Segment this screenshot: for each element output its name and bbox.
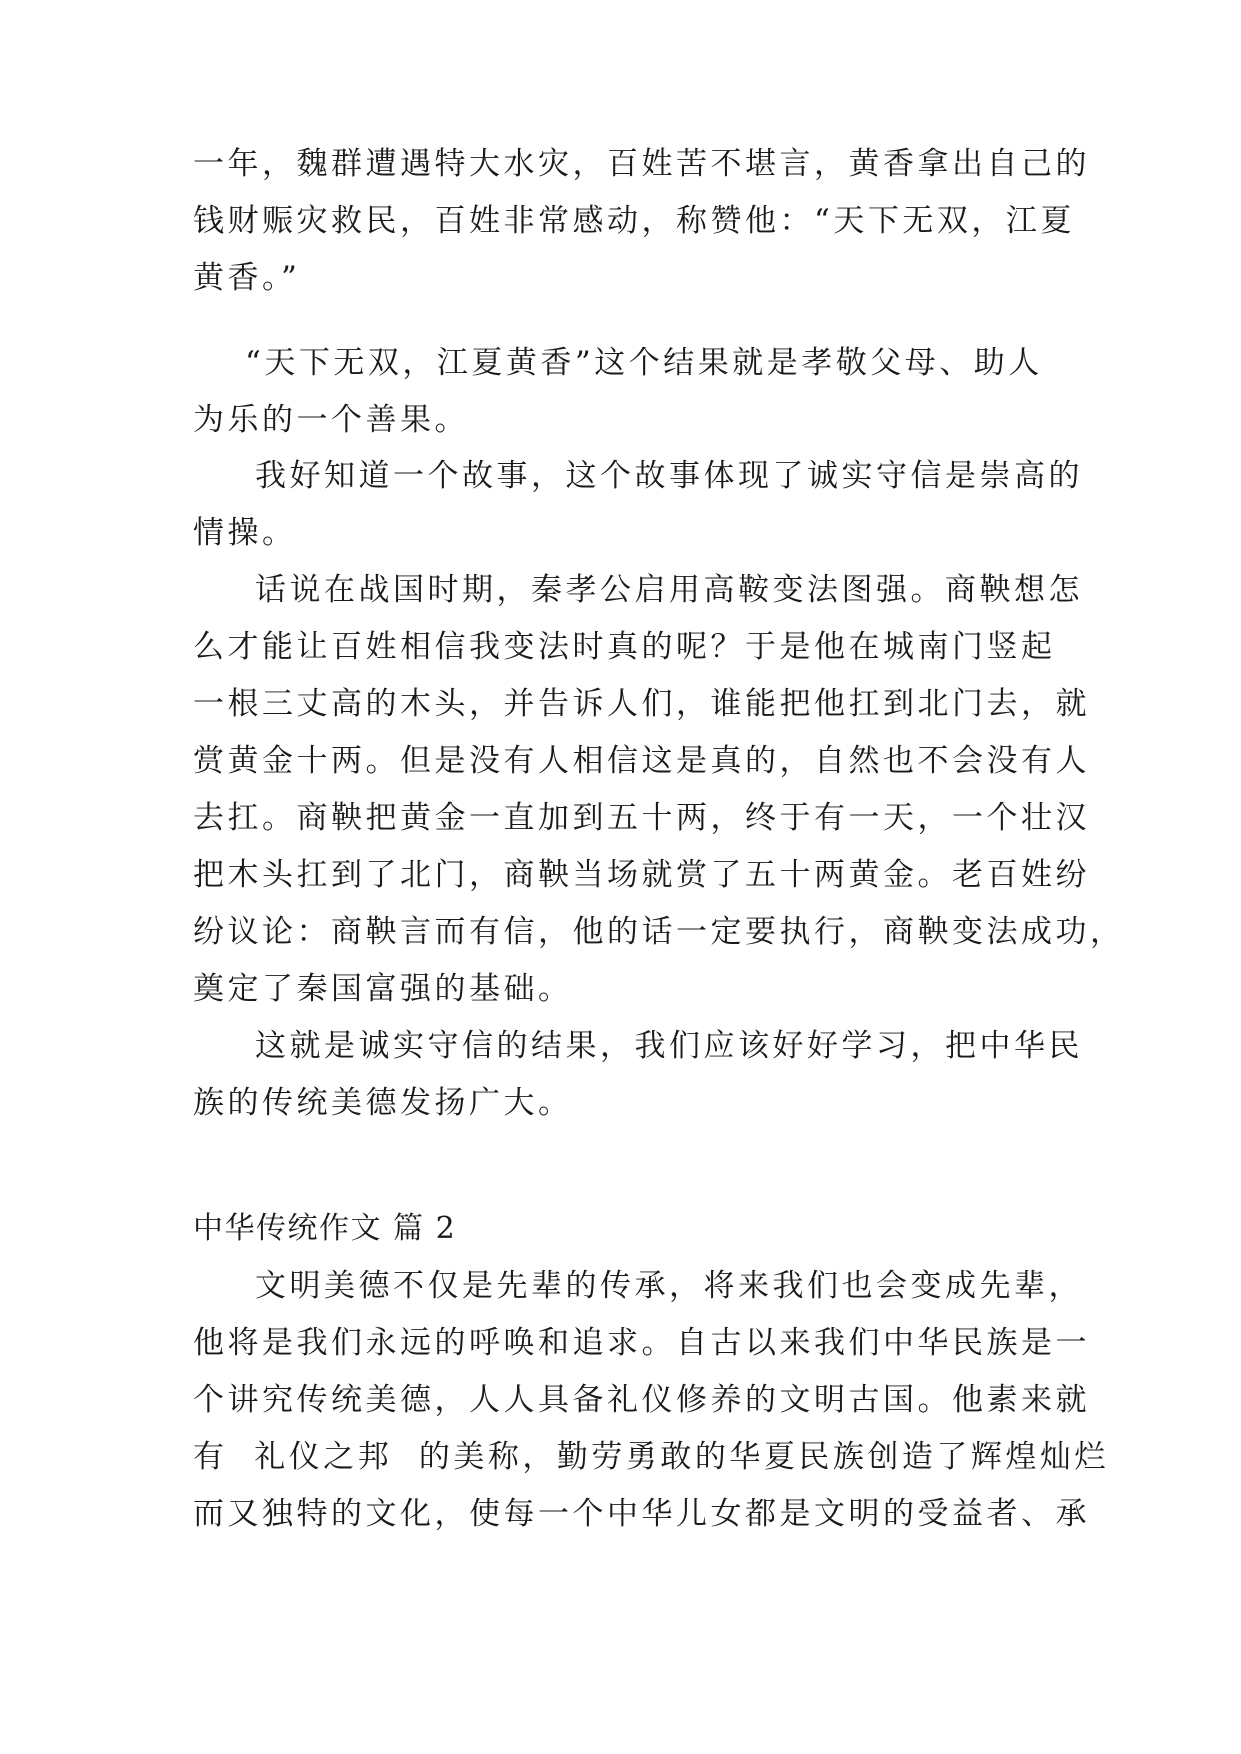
section-paragraph-line-4: 有 礼仪之邦 的美称，勤劳勇敢的华夏民族创造了辉煌灿烂: [193, 1439, 1109, 1475]
paragraph-4-line-2: 么才能让百姓相信我变法时真的呢？于是他在城南门竖起: [193, 629, 1056, 665]
section-paragraph-line-3: 个讲究传统美德，人人具备礼仪修养的文明古国。他素来就: [193, 1382, 1090, 1418]
paragraph-4-line-6: 把木头扛到了北门，商鞅当场就赏了五十两黄金。老百姓纷: [193, 857, 1090, 893]
paragraph-4-line-8: 奠定了秦国富强的基础。: [193, 971, 573, 1007]
paragraph-1-line-1: 一年，魏群遭遇特大水灾，百姓苦不堪言，黄香拿出自己的: [193, 146, 1090, 182]
paragraph-3-line-1: 我好知道一个故事，这个故事体现了诚实守信是崇高的: [255, 458, 1083, 494]
paragraph-5-line-1: 这就是诚实守信的结果，我们应该好好学习，把中华民: [255, 1028, 1083, 1064]
section-paragraph-line-2: 他将是我们永远的呼唤和追求。自古以来我们中华民族是一: [193, 1325, 1090, 1361]
paragraph-4-line-3: 一根三丈高的木头，并告诉人们，谁能把他扛到北门去，就: [193, 686, 1090, 722]
paragraph-5-line-2: 族的传统美德发扬广大。: [193, 1085, 573, 1121]
paragraph-2-line-2: 为乐的一个善果。: [193, 402, 469, 438]
paragraph-1-line-3: 黄香。”: [193, 260, 301, 296]
paragraph-4-line-5: 去扛。商鞅把黄金一直加到五十两，终于有一天，一个壮汉: [193, 800, 1090, 836]
paragraph-3-line-2: 情操。: [193, 515, 297, 551]
paragraph-1-line-2: 钱财赈灾救民，百姓非常感动，称赞他：“天下无双，江夏: [193, 203, 1075, 239]
paragraph-2-line-1: “天下无双，江夏黄香”这个结果就是孝敬父母、助人: [245, 345, 1043, 381]
paragraph-4-line-7: 纷议论：商鞅言而有信，他的话一定要执行，商鞅变法成功，: [193, 914, 1125, 950]
section-heading: 中华传统作文 篇 2: [193, 1211, 457, 1246]
section-paragraph-line-5: 而又独特的文化，使每一个中华儿女都是文明的受益者、承: [193, 1496, 1090, 1532]
paragraph-4-line-1: 话说在战国时期，秦孝公启用高鞍变法图强。商鞅想怎: [255, 572, 1083, 608]
section-paragraph-line-1: 文明美德不仅是先辈的传承，将来我们也会变成先辈，: [255, 1268, 1083, 1304]
paragraph-4-line-4: 赏黄金十两。但是没有人相信这是真的，自然也不会没有人: [193, 743, 1090, 779]
